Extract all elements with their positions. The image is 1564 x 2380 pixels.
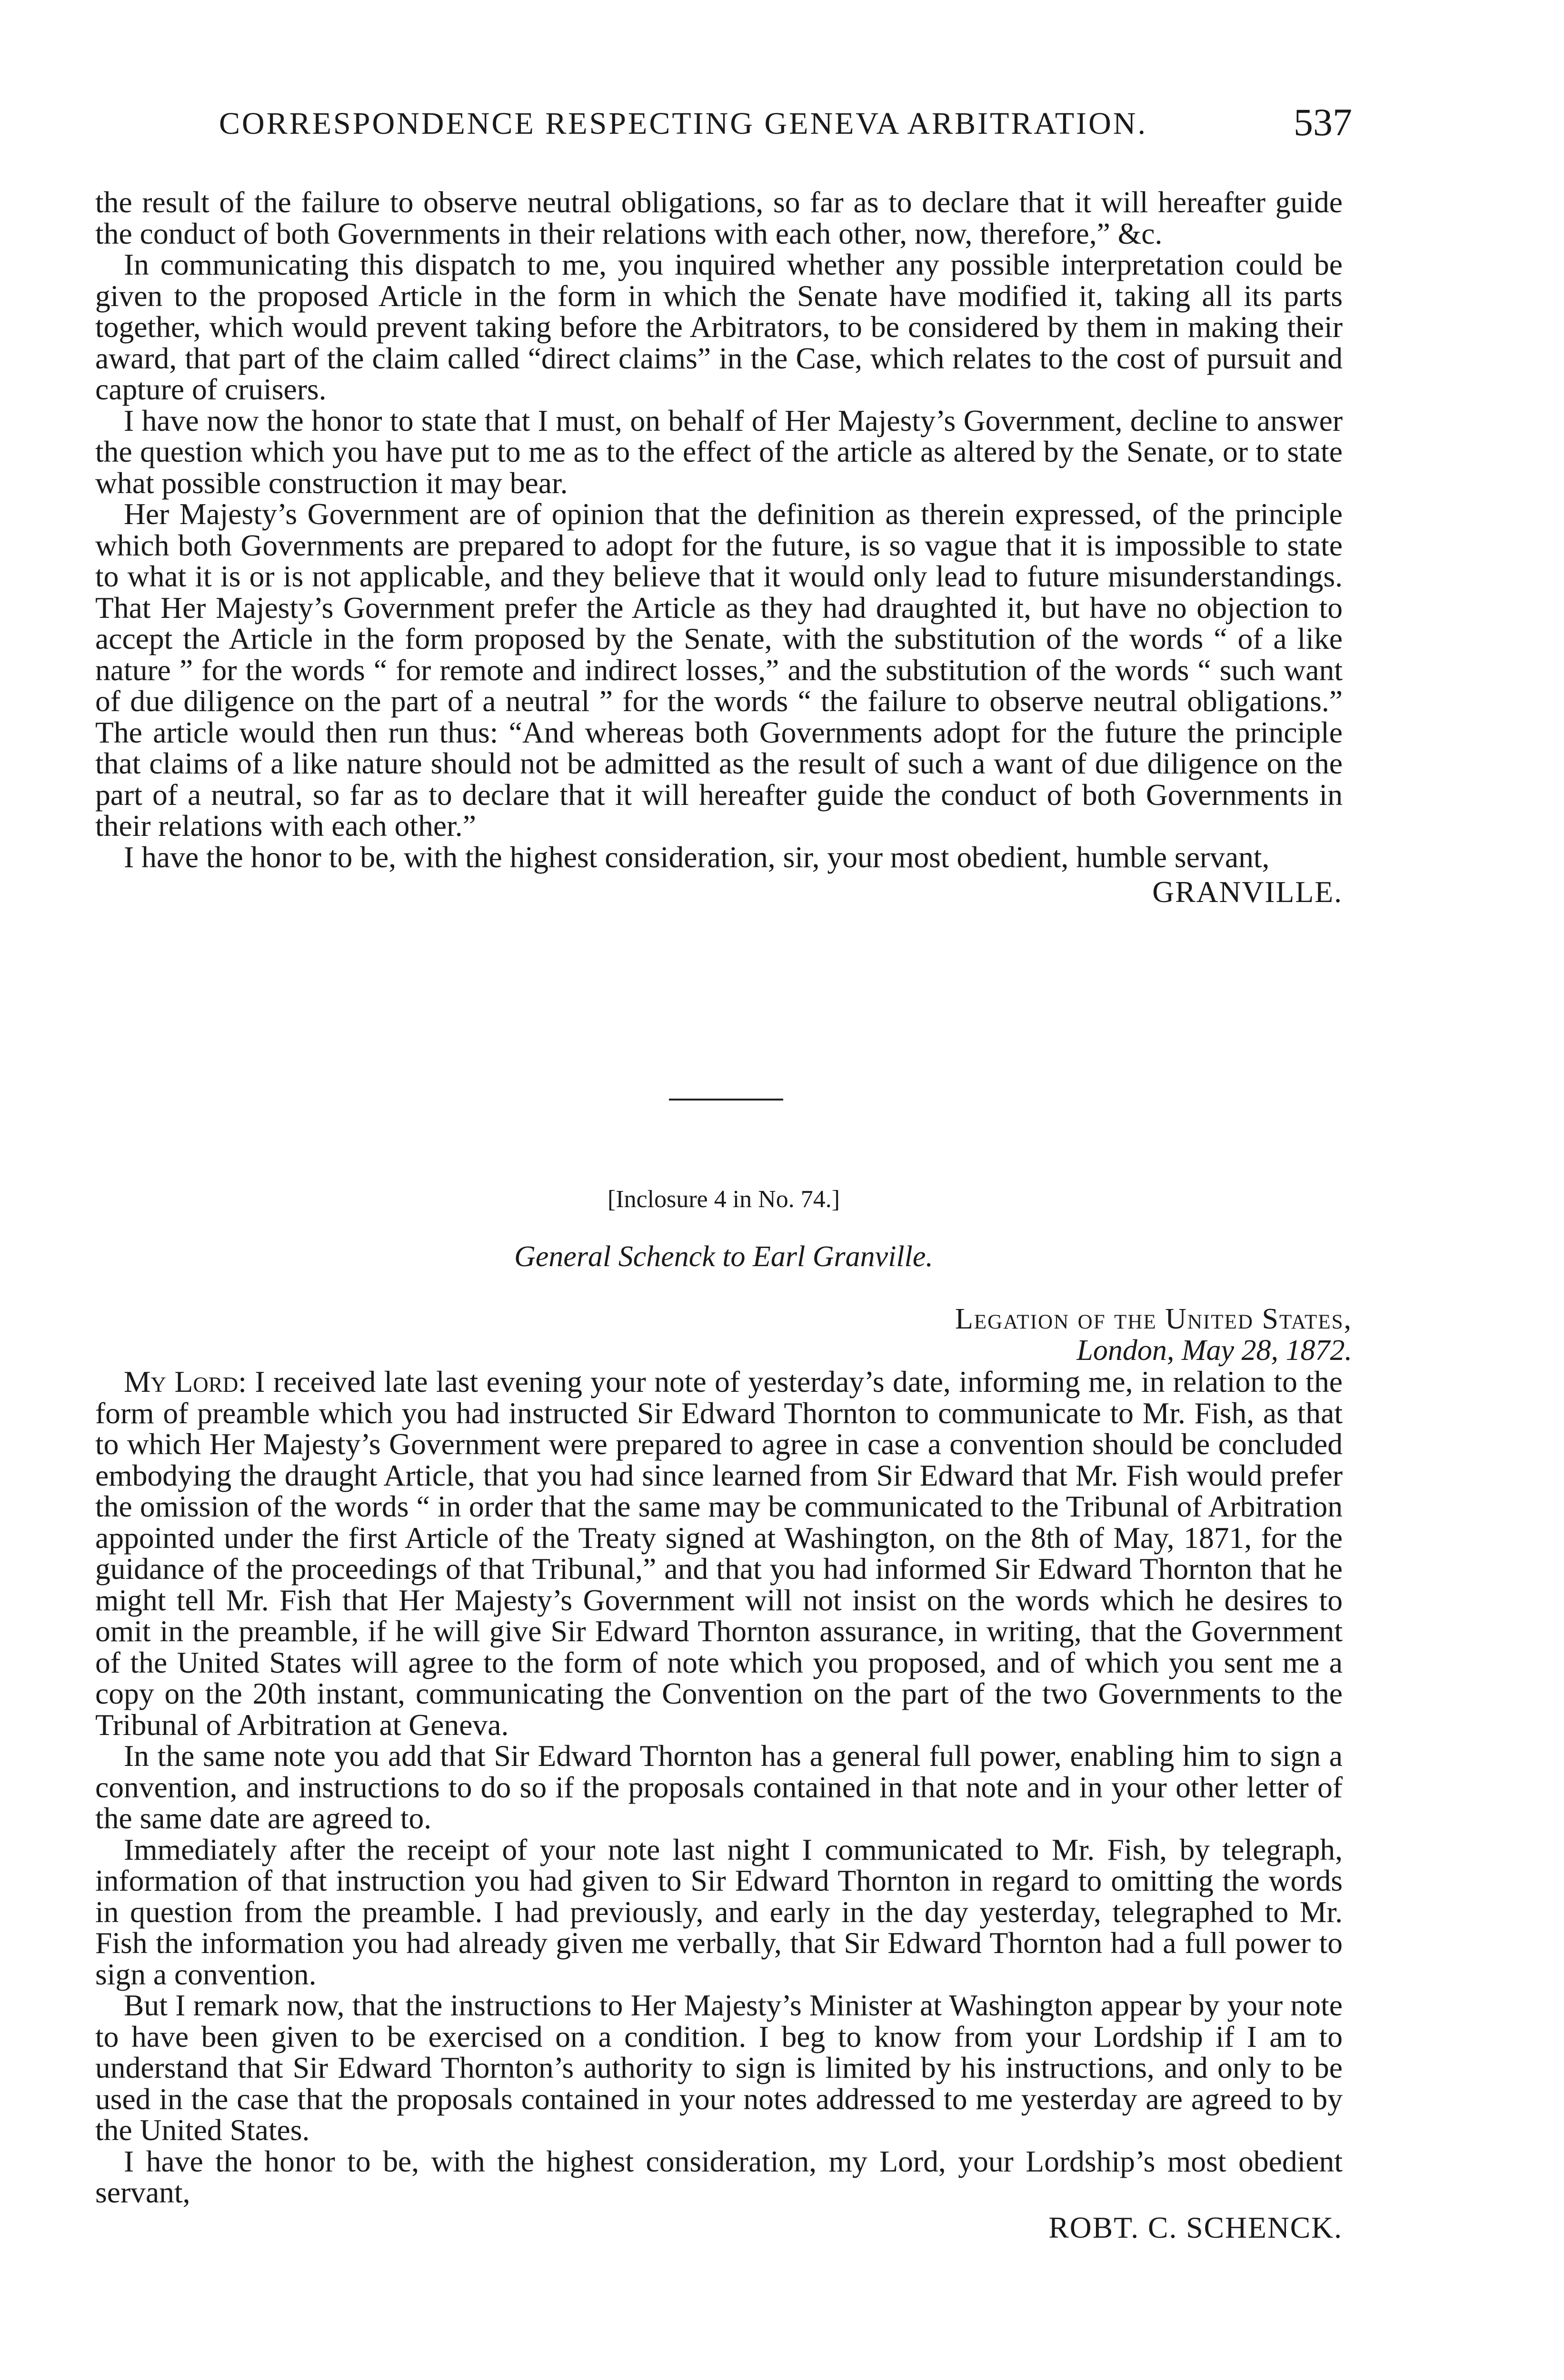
inclosure-label: [Inclosure 4 in No. 74.]	[607, 1186, 840, 1213]
page-number: 537	[1294, 100, 1352, 144]
paragraph: But I remark now, that the instructions to Her Majesty’s Minister at Washington appear by your note to have been given to be exercised on a condition. I beg to know from your Lordship if I am to understand that Sir Edward Thornton’s authority to sign is limited by his instructions, and only to be used in the case that the proposals contained in your notes addressed to me yesterday are agreed to by the United States.	[95, 1988, 1343, 2147]
letter-address	[686, 1303, 1352, 1366]
paragraph-body: I received late last evening your note of yesterday’s date, informing me, in relation to the form of preamble which you had instructed Sir Edward Thornton to communicate to Mr. Fish, as that to which Her Majesty’s Government were prepared to agree in case a convention should be concluded embodying the draught Article, that you had since learned from Sir Edward that Mr. Fish would prefer the omission of the words “ in order that the same may be communicated to the Tribunal of Arbitration appointed under the first Article of the Treaty signed at Washington, on the 8th of May, 1871, for the guidance of the proceedings of that Tribunal,” and that you had informed Sir Edward Thornton that he might tell Mr. Fish that Her Majesty’s Government will not insist on the words which he desires to omit in the preamble, if he will give Sir Edward Thornton assurance, in writing, that the Government of the United States will agree to the form of note which you proposed, and of which you sent me a copy on the 20th instant, communicating the Convention on the part of the two Governments to the Tribunal of Arbitration at Geneva.	[95, 1365, 1343, 1742]
paragraph: the result of the failure to observe neutral obligations, so far as to declare that it will hereafter guide the conduct of both Governments in their relations with each other, now, therefore,” &c.	[95, 185, 1343, 250]
letter-schenck	[95, 1366, 1343, 2243]
letter-heading: General Schenck to Earl Granville.	[514, 1240, 933, 1273]
paragraph: Her Majesty’s Government are of opinion that the definition as therein expressed, of the principle which both Governments are prepared to adopt for the future, is so vague that it is impossible to state to what it is or is not applicable, and they believe that it would only lead to future misunderstandings. That Her Majesty’s Government prefer the Article as they had draughted it, but have no objection to accept the Article in the form proposed by the Senate, with the substitution of the words “ of a like nature ” for the words “ for remote and indirect losses,” and the substitution of the words “ such want of due diligence on the part of a neutral ” for the words “ the failure to observe neutral obligations.” The article would then run thus: “And whereas both Governments adopt for the future the principle that claims of a like nature should not be admitted as the result of such a want of due diligence on the part of a neutral, so far as to declare that it will hereafter guide the conduct of both Governments in their relations with each other.”	[95, 497, 1343, 843]
address-date: London, May 28, 1872.	[1076, 1334, 1352, 1367]
signature-granville: GRANVILLE.	[1152, 875, 1343, 909]
paragraph: In communicating this dispatch to me, you inquired whether any possible interpretation could be given to the proposed Article in the form in which the Senate have modified it, taking all its parts together, which would prevent taking before the Arbitrators, to be considered by them in making their award, that part of the claim called “direct claims” in the Case, which relates to the cost of pursuit and capture of cruisers.	[95, 248, 1343, 406]
paragraph: I have now the honor to state that I must, on behalf of Her Majesty’s Government, decline to answer the question which you have put to me as to the effect of the article as altered by the Senate, or to state what possible construction it may bear.	[95, 403, 1343, 500]
section-divider	[669, 1099, 783, 1101]
paragraph: I have the honor to be, with the highest consideration, sir, your most obedient, humble servant,	[124, 840, 1270, 874]
running-head	[95, 100, 1352, 148]
paragraph: Immediately after the receipt of your note last night I communicated to Mr. Fish, by telegraph, information of that instruction you had given to Sir Edward Thornton in regard to omitting the words in question from the preamble. I had previously, and early in the day yesterday, telegraphed to Mr. Fish the information you had already given me verbally, that Sir Edward Thornton had a full power to sign a convention.	[95, 1832, 1343, 1991]
paragraph	[95, 1366, 1343, 1740]
paragraph: In the same note you add that Sir Edward Thornton has a general full power, enabling him to sign a convention, and instructions to do so if the proposals contained in that note and in your other letter of the same date are agreed to.	[95, 1739, 1343, 1835]
salutation: My Lord:	[124, 1365, 247, 1398]
running-title: CORRESPONDENCE RESPECTING GENEVA ARBITRATION.	[219, 106, 1147, 141]
signature-schenck: ROBT. C. SCHENCK.	[1048, 2210, 1343, 2244]
paragraph: I have the honor to be, with the highest consideration, my Lord, your Lordship’s most obedient servant,	[95, 2144, 1343, 2209]
document-page	[95, 0, 1352, 2380]
letter-granville	[95, 187, 1343, 908]
address-line: Legation of the United States,	[955, 1303, 1352, 1335]
